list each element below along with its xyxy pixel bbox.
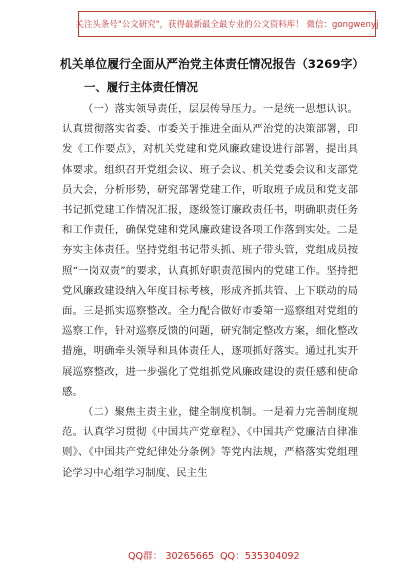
section-heading: 一、履行主体责任情况: [84, 80, 198, 94]
qq-contact: QQ：535304092: [220, 551, 300, 562]
qq-group-contact: QQ群： 30265665: [128, 551, 215, 562]
body-paragraph: （一）落实领导责任，层层传导压力。一是统一思想认识。认真贯彻落实省委、市委关于推进全面从严治党的决策部署，印发《工作要点》，对机关党建和党风廉政建设进行部署，提出具体要求。组织召开党组会议、班子会议、机关党委会议和支部党员大会，分析形势，研究部署党建工作，听取班子成员和党支部书记抓党建工作情况汇报，逐级签订廉政责任书，明确职责任务和工作责任，确保党建和党风廉政建设各项工作落到实处。二是夯实主体责任。坚持党组书记带头抓、班子带头管，党组成员按照“一岗双责”的要求，认真抓好职责范围内的党建工作。坚持把党风廉政建设纳入年度目标考核，形成齐抓共管、上下联动的局面。三是抓实巡察整改。全力配合做好市委第一巡察组对党组的巡察工作，针对巡察反馈的问题，研究制定整改方案，细化整改措施，明确牵头领导和具体责任人，逐项抓好落实。通过扎实开展巡察整改，进一步强化了党组抓党风廉政建设的责任感和使命感。: [62, 103, 358, 398]
promo-banner-text: 关注头条号"公文研究"，获得最新最全最专业的公文资料库！ 微信：gongwenyj: [75, 19, 379, 29]
document-title: 机关单位履行全面从严治党主体责任情况报告（3269字）: [60, 57, 365, 71]
body-paragraph: （二）聚焦主责主业，健全制度机制。一是着力完善制度规范。认真学习贯彻《中国共产党章程》、《中国共产党廉洁自律准则》、《中国共产党纪律处分条例》等党内法规，严格落实党组理论学习中心组学习制度、民主生: [62, 406, 358, 479]
page-footer: [0, 548, 408, 568]
promo-banner: [75, 11, 379, 37]
document-body: [62, 99, 358, 483]
